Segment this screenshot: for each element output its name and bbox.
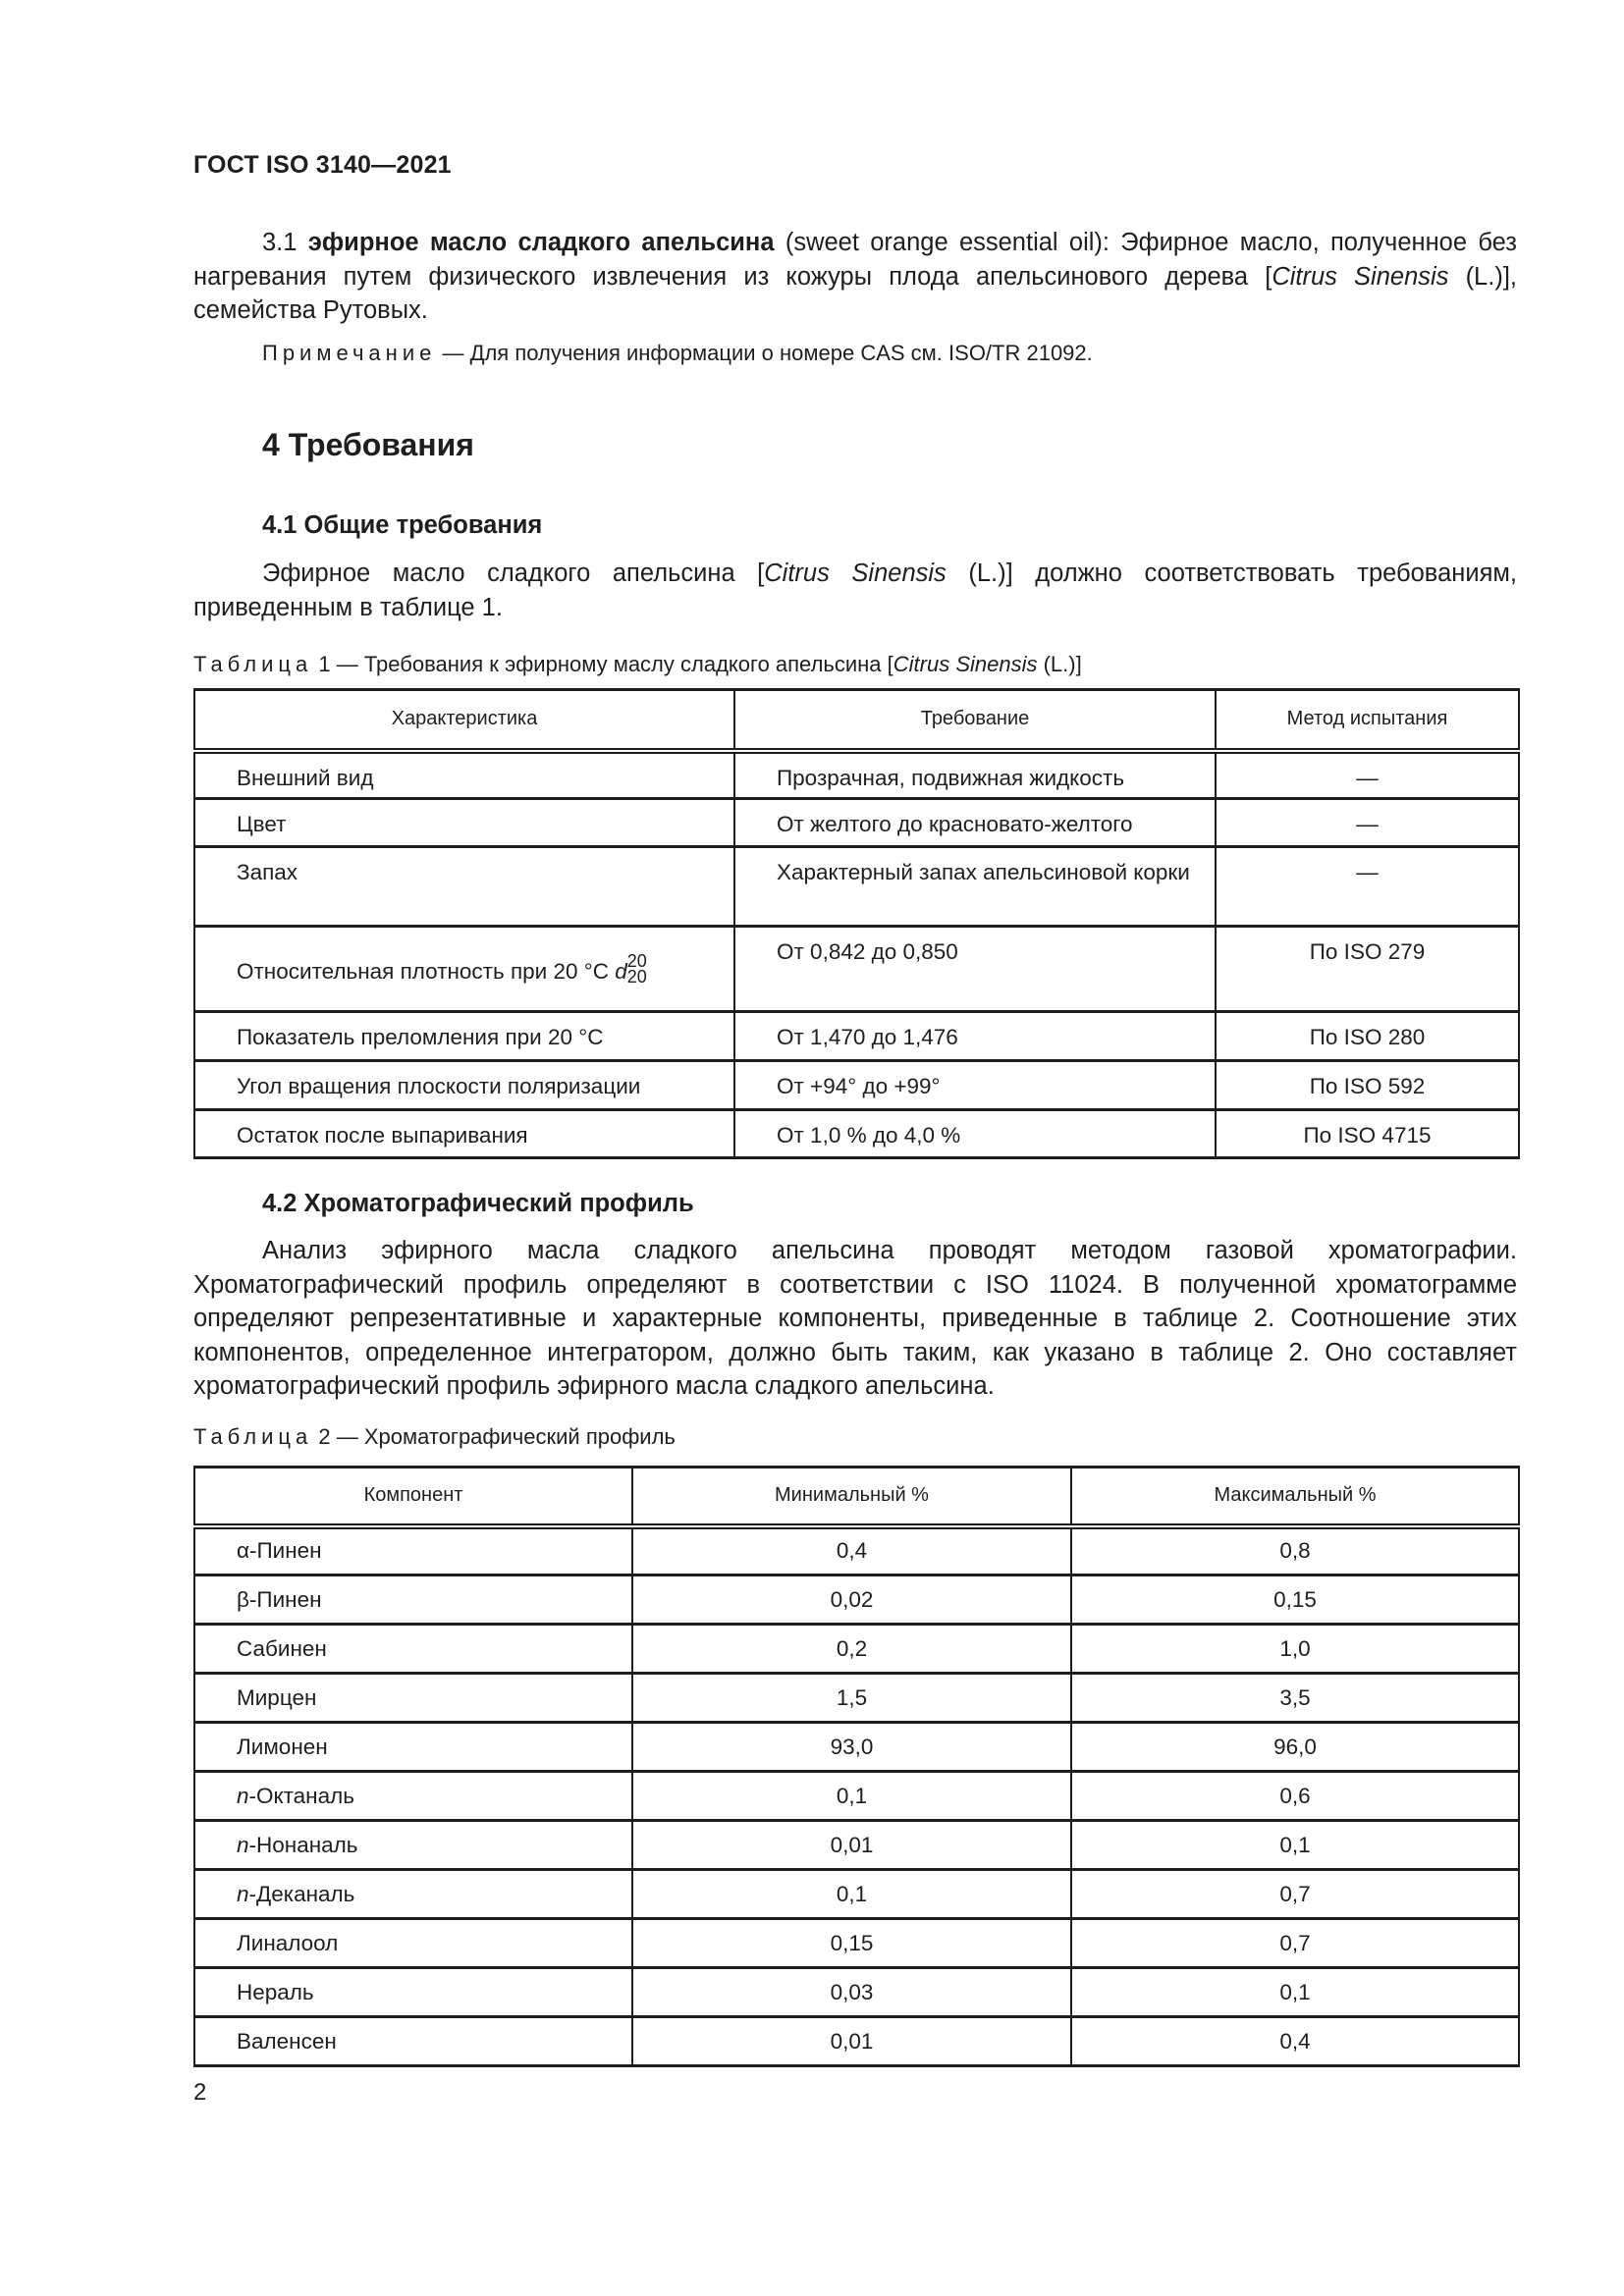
component-cell: [194, 1821, 632, 1870]
component-cell: [194, 1575, 632, 1625]
component-cell: [194, 1723, 632, 1772]
method-cell: —: [1216, 751, 1519, 799]
para-text: (L.)] должно соответствовать требованиям, приведенным в таблице 1.: [193, 560, 1517, 621]
characteristic-cell: [194, 927, 734, 1012]
method-cell: По ISO 592: [1216, 1061, 1519, 1110]
term-en: (sweet orange essential oil):: [785, 229, 1110, 256]
component-name: Лимонен: [237, 1734, 328, 1759]
table-row: [194, 799, 1519, 847]
requirement-cell: От +94° до +99°: [734, 1061, 1216, 1110]
component-name: α-Пинен: [237, 1538, 322, 1564]
table-row: [194, 1919, 1519, 1968]
max-cell: 0,1: [1071, 1821, 1519, 1870]
prefix: n: [237, 1832, 249, 1857]
max-cell: 1,0: [1071, 1625, 1519, 1674]
characteristic-cell: Запах: [194, 847, 734, 927]
min-cell: 1,5: [632, 1674, 1071, 1723]
max-cell: 0,4: [1071, 2017, 1519, 2066]
subscript: 20: [626, 967, 647, 987]
component-name: Линалоол: [237, 1930, 339, 1955]
chromatographic-profile-table: [193, 1466, 1520, 2067]
prefix: n: [237, 1783, 249, 1808]
table-row: [194, 847, 1519, 927]
column-header: Минимальный %: [632, 1468, 1071, 1526]
component-cell: [194, 1968, 632, 2017]
subsection-heading-4-2: 4.2 Хроматографический профиль: [262, 1190, 694, 1217]
component-name: -Нонаналь: [248, 1832, 358, 1857]
min-cell: 0,1: [632, 1870, 1071, 1919]
requirement-cell: Прозрачная, подвижная жидкость: [734, 751, 1216, 799]
component-cell: [194, 1526, 632, 1575]
table-row: [194, 1625, 1519, 1674]
column-header: Компонент: [194, 1468, 632, 1526]
page-number: 2: [193, 2079, 207, 2106]
min-cell: 0,02: [632, 1575, 1071, 1625]
requirement-cell: От желтого до красновато-желтого: [734, 799, 1216, 847]
characteristic-text: Относительная плотность при 20 °С: [237, 959, 610, 984]
para-text: Эфирное масло сладкого апельсина [: [262, 560, 765, 587]
max-cell: 0,7: [1071, 1919, 1519, 1968]
clause-3-1: [193, 226, 1517, 328]
component-cell: [194, 1919, 632, 1968]
min-cell: 93,0: [632, 1723, 1071, 1772]
para-text: Анализ эфирного масла сладкого апельсина проводят методом газовой хроматографии. Хроматографический профиль определяют в соответствии с ISO 11024. В полученной хроматограмме определяют репрезентативные и характерные компоненты, приведенные в таблице 2. Соотношение этих компонентов, определенное интегратором, должно быть таким, как указано в таблице 2. Оно составляет хроматографический профиль эфирного масла сладкого апельсина.: [193, 1237, 1517, 1400]
component-cell: [194, 1772, 632, 1821]
sup-sub-stack: [627, 953, 647, 985]
method-cell: —: [1216, 847, 1519, 927]
caption-label: Таблица: [193, 652, 313, 676]
table-row: [194, 1012, 1519, 1061]
min-cell: 0,1: [632, 1772, 1071, 1821]
max-cell: 0,15: [1071, 1575, 1519, 1625]
table-row: [194, 1968, 1519, 2017]
table-row: [194, 1821, 1519, 1870]
min-cell: 0,01: [632, 2017, 1071, 2066]
table-row: [194, 2017, 1519, 2066]
characteristic-cell: Показатель преломления при 20 °С: [194, 1012, 734, 1061]
component-name: Валенсен: [237, 2028, 337, 2054]
component-cell: [194, 2017, 632, 2066]
note: [262, 341, 1093, 366]
table-row: [194, 1772, 1519, 1821]
table1-caption: [193, 652, 1082, 677]
table-row: [194, 751, 1519, 799]
method-cell: По ISO 280: [1216, 1012, 1519, 1061]
paragraph-4-2: [193, 1234, 1517, 1404]
table-row: [194, 927, 1519, 1012]
min-cell: 0,15: [632, 1919, 1071, 1968]
table-row: [194, 1110, 1519, 1158]
component-name: -Деканаль: [248, 1881, 355, 1906]
max-cell: 96,0: [1071, 1723, 1519, 1772]
paragraph-4-1: [193, 557, 1517, 624]
column-header: Максимальный %: [1071, 1468, 1519, 1526]
superscript: 20: [626, 951, 647, 971]
component-name: Сабинен: [237, 1635, 327, 1661]
component-name: Мирцен: [237, 1684, 317, 1710]
document-header: ГОСТ ISO 3140—2021: [193, 151, 452, 179]
max-cell: 3,5: [1071, 1674, 1519, 1723]
component-name: -Октаналь: [248, 1783, 354, 1808]
definition-part2: (L.)], семейства Рутовых.: [193, 262, 1517, 324]
caption-label: Таблица: [193, 1424, 313, 1449]
note-text: — Для получения информации о номере CAS см. ISO/TR 21092.: [436, 341, 1093, 365]
min-cell: 0,4: [632, 1526, 1071, 1575]
caption-text: 2 — Хроматографический профиль: [312, 1424, 676, 1449]
max-cell: 0,1: [1071, 1968, 1519, 2017]
requirement-cell: От 1,0 % до 4,0 %: [734, 1110, 1216, 1158]
column-header: Метод испытания: [1216, 690, 1519, 751]
table-row: [194, 1723, 1519, 1772]
component-cell: [194, 1870, 632, 1919]
component-cell: [194, 1674, 632, 1723]
table-row: [194, 1575, 1519, 1625]
method-cell: По ISO 279: [1216, 927, 1519, 1012]
method-cell: —: [1216, 799, 1519, 847]
note-label: Примечание: [262, 341, 437, 365]
component-name: β-Пинен: [237, 1586, 322, 1612]
column-header: Характеристика: [194, 690, 734, 751]
table-row: [194, 1526, 1519, 1575]
subsection-heading-4-1: 4.1 Общие требования: [262, 511, 543, 539]
caption-latin: Citrus Sinensis: [893, 652, 1038, 676]
term: эфирное масло сладкого апельсина: [307, 229, 775, 256]
requirement-cell: От 0,842 до 0,850: [734, 927, 1216, 1012]
component-name: Нераль: [237, 1979, 314, 2004]
max-cell: 0,6: [1071, 1772, 1519, 1821]
table-row: [194, 1061, 1519, 1110]
prefix: n: [237, 1881, 249, 1906]
max-cell: 0,7: [1071, 1870, 1519, 1919]
caption-text: 1 — Требования к эфирному маслу сладкого апельсина [: [312, 652, 893, 676]
table-header-row: [194, 1468, 1519, 1526]
table-row: [194, 1674, 1519, 1723]
density-symbol: d: [615, 959, 627, 984]
max-cell: 0,8: [1071, 1526, 1519, 1575]
min-cell: 0,03: [632, 1968, 1071, 2017]
method-cell: По ISO 4715: [1216, 1110, 1519, 1158]
table-header-row: [194, 690, 1519, 751]
definition-part1: Эфирное масло, полученное без нагревания путем физического извлечения из кожуры плода апельсинового дерева [: [193, 229, 1517, 291]
requirement-cell: Характерный запах апельсиновой корки: [734, 847, 1216, 927]
section-heading: 4 Требования: [262, 427, 474, 462]
caption-end: (L.)]: [1037, 652, 1082, 676]
clause-number: 3.1: [262, 229, 298, 256]
characteristic-cell: Внешний вид: [194, 751, 734, 799]
min-cell: 0,01: [632, 1821, 1071, 1870]
characteristic-cell: Угол вращения плоскости поляризации: [194, 1061, 734, 1110]
latin-name: Citrus Sinensis: [764, 560, 947, 587]
characteristic-cell: Цвет: [194, 799, 734, 847]
requirement-cell: От 1,470 до 1,476: [734, 1012, 1216, 1061]
column-header: Требование: [734, 690, 1216, 751]
table2-caption: [193, 1424, 676, 1450]
characteristic-cell: Остаток после выпаривания: [194, 1110, 734, 1158]
latin-name: Citrus Sinensis: [1272, 262, 1449, 291]
table-row: [194, 1870, 1519, 1919]
min-cell: 0,2: [632, 1625, 1071, 1674]
requirements-table: [193, 688, 1520, 1159]
component-cell: [194, 1625, 632, 1674]
